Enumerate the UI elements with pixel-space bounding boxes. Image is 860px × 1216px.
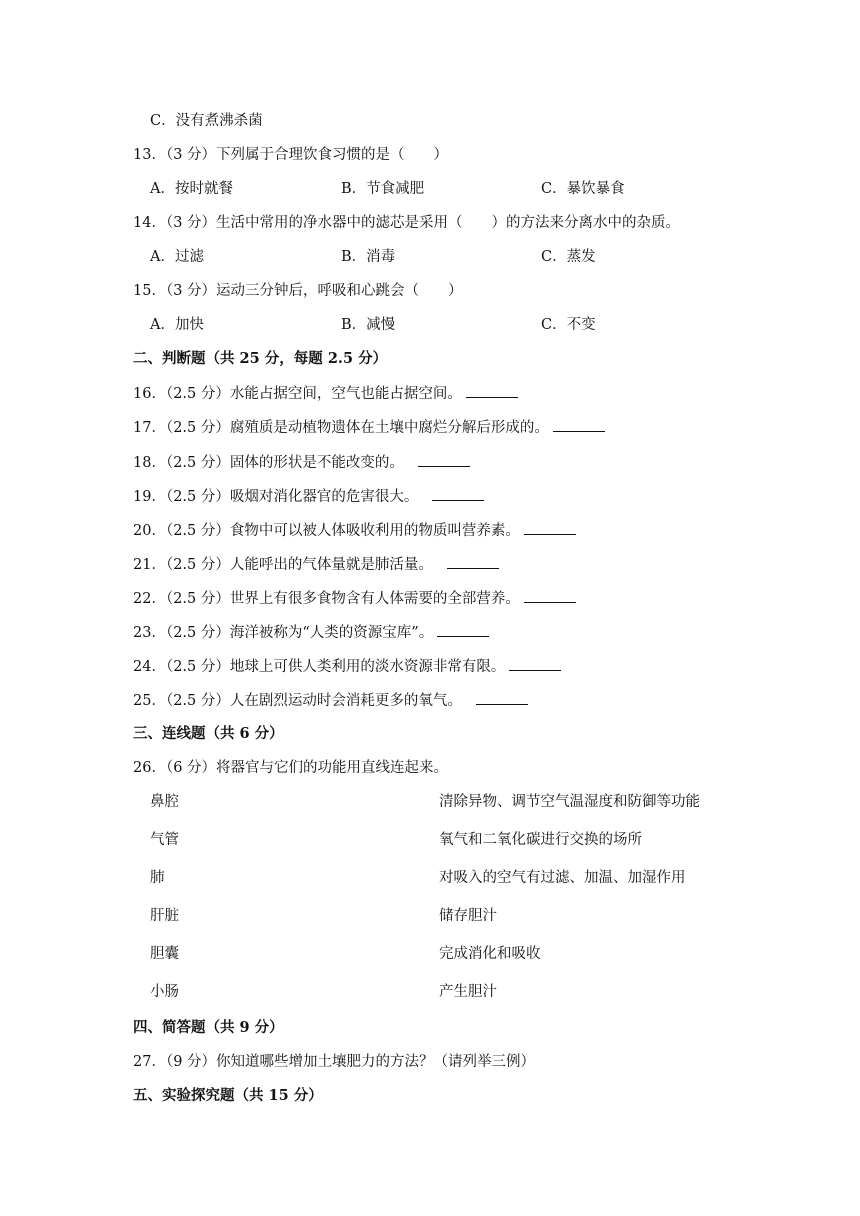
section2-title: 二、判断题（共 25 分，每题 2.5 分）: [133, 350, 388, 367]
q25-answer-blank[interactable]: [476, 690, 528, 705]
organ-item: 鼻腔: [150, 794, 179, 810]
q22: [133, 588, 576, 609]
q20-answer-blank[interactable]: [524, 520, 576, 535]
organ-item: 胆囊: [150, 946, 179, 962]
q19-text: 19．（2.5 分）吸烟对消化器官的危害很大。: [133, 489, 419, 505]
q19-answer-blank[interactable]: [432, 486, 484, 501]
q22-text: 22．（2.5 分）世界上有很多食物含有人体需要的全部营养。: [133, 591, 520, 607]
organ-item: 肝脏: [150, 908, 179, 924]
q23: [133, 622, 489, 643]
q15-option-b: B．减慢: [341, 317, 396, 333]
q24-answer-blank[interactable]: [509, 656, 561, 671]
q22-answer-blank[interactable]: [524, 588, 576, 603]
q14-stem: 14．（3 分）生活中常用的净水器中的滤芯是采用（ ）的方法来分离水中的杂质。: [133, 215, 681, 231]
section4-title: 四、简答题（共 9 分）: [133, 1019, 284, 1036]
q20-text: 20．（2.5 分）食物中可以被人体吸收利用的物质叫营养素。: [133, 523, 520, 539]
q19: [133, 486, 484, 507]
function-item: 清除异物、调节空气温湿度和防御等功能: [439, 794, 700, 810]
section3-title: 三、连线题（共 6 分）: [133, 725, 284, 742]
q13-option-b: B．节食减肥: [341, 181, 425, 197]
q26-stem: 26．（6 分）将器官与它们的功能用直线连起来。: [133, 760, 449, 776]
q24: [133, 656, 561, 677]
q27-stem: 27．（9 分）你知道哪些增加土壤肥力的方法？（请列举三例）: [133, 1054, 536, 1070]
q25: [133, 690, 528, 711]
q14-option-b: B．消毒: [341, 249, 396, 265]
q18: [133, 452, 470, 473]
section5-title: 五、实验探究题（共 15 分）: [133, 1087, 323, 1104]
q16: [133, 383, 518, 404]
q13-option-a: A．按时就餐: [150, 181, 233, 197]
q13-option-c: C．暴饮暴食: [541, 181, 625, 197]
q25-text: 25．（2.5 分）人在剧烈运动时会消耗更多的氧气。: [133, 693, 462, 709]
q17-text: 17．（2.5 分）腐殖质是动植物遗体在土壤中腐烂分解后形成的。: [133, 420, 549, 436]
q24-text: 24．（2.5 分）地球上可供人类利用的淡水资源非常有限。: [133, 659, 506, 675]
organ-item: 小肠: [150, 984, 179, 1000]
q13-stem: 13．（3 分）下列属于合理饮食习惯的是（ ）: [133, 147, 449, 163]
q16-answer-blank[interactable]: [466, 383, 518, 398]
q21: [133, 554, 499, 575]
q23-text: 23．（2.5 分）海洋被称为“人类的资源宝库”。: [133, 625, 434, 641]
q15-stem: 15．（3 分）运动三分钟后，呼吸和心跳会（ ）: [133, 283, 463, 299]
q21-answer-blank[interactable]: [447, 554, 499, 569]
q18-text: 18．（2.5 分）固体的形状是不能改变的。: [133, 455, 404, 471]
q17-answer-blank[interactable]: [553, 417, 605, 432]
function-item: 产生胆汁: [439, 984, 497, 1000]
q17: [133, 417, 605, 438]
q15-option-c: C．不变: [541, 317, 596, 333]
q14-option-a: A．过滤: [150, 249, 204, 265]
q15-option-a: A．加快: [150, 317, 204, 333]
function-item: 储存胆汁: [439, 908, 497, 924]
q23-answer-blank[interactable]: [437, 622, 489, 637]
function-item: 完成消化和吸收: [439, 946, 541, 962]
q16-text: 16．（2.5 分）水能占据空间，空气也能占据空间。: [133, 386, 462, 402]
q21-text: 21．（2.5 分）人能呼出的气体量就是肺活量。: [133, 557, 433, 573]
organ-item: 肺: [150, 870, 165, 886]
q20: [133, 520, 576, 541]
function-item: 对吸入的空气有过滤、加温、加湿作用: [439, 870, 686, 886]
q12-option-c: C．没有煮沸杀菌: [150, 113, 263, 129]
organ-item: 气管: [150, 832, 179, 848]
q14-option-c: C．蒸发: [541, 249, 596, 265]
function-item: 氧气和二氧化碳进行交换的场所: [439, 832, 642, 848]
q18-answer-blank[interactable]: [418, 452, 470, 467]
